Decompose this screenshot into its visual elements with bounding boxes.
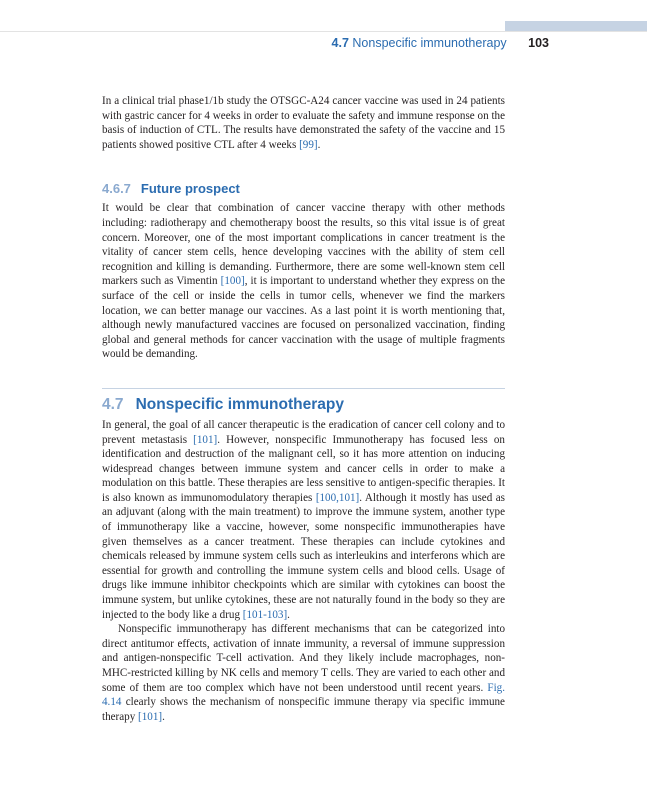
future-prospect-paragraph [102,201,505,362]
citation-link[interactable]: [99] [299,138,318,151]
para1-text-b: . However, nonspecific Immunotherapy has focused less on identification and destruction of the malignant cell, so it has more attention on inducing widespread changes between immune system and cancer cells in order to make a modulation on this battle. These therapies are less sensitive to antigen-specific therapies. It is also known as immunomodulatory therapies [102,433,505,504]
section-number: 4.7 [102,395,124,413]
header-accent-bar [505,21,647,31]
running-head-title: Nonspecific immunotherapy [352,36,507,50]
future-text-1: It would be clear that combination of cancer vaccine therapy with other methods including: radiotherapy and chemotherapy boost the results, so this vital issue is of great concern. Moreover, one of the most important complications in cancer treatment is the vitality of cancer stem cells, hence developing vaccines with the ability of stem cell recognition and killing is demanding. Furthermore, there are some well-known stem cell markers such as Vimentin [102,202,505,288]
figure-link[interactable]: Fig. 4.14 [102,681,505,709]
page-content [102,94,505,724]
citation-link[interactable]: [100,101] [315,491,360,504]
para1-text-a: In general, the goal of all cancer therapeutic is the eradication of cancer cell colony and to prevent metastasis [102,418,505,446]
nonspecific-paragraph-2 [102,622,505,724]
running-head-section-number: 4.7 [331,36,349,50]
citation-link[interactable]: [101-103] [242,608,288,621]
section-heading [102,395,505,414]
para2-text-b: clearly shows the mechanism of nonspecific immune therapy via specific immune therapy [102,696,505,723]
citation-link[interactable]: [101] [193,433,218,446]
subsection-number: 4.6.7 [102,181,131,197]
intro-paragraph [102,94,505,152]
section-title: Nonspecific immunotherapy [135,395,344,413]
para1-text-c: . Although it mostly has used as an adjuvant (along with the main treatment) to improve the immune system, another type of immunotherapy like a vaccine, however, some nonspecific immunotherapies have given themselves as a cancer treatment. These therapies can include cytokines and chemicals released by immune system cells such as interleukins and interferons which are essential for growth and controlling the immune system cells and blood cells. Usage of drugs like immune inhibitor checkpoints which are similar with cytokines can boost the immune system, but unlike cytokines, these are not naturally found in the body so they are injected to the body like a drug [102,491,505,621]
intro-end: . [317,138,321,151]
para2-text-a: Nonspecific immunotherapy has different mechanisms that can be categorized into direct antitumor effects, activation of innate immunity, a reversal of immune suppression and antigen-nonspecific T-cell activation. And they likely include macrophages, non-MHC-restricted killing by NK cells and memory T cells. They are varied to each other and some of them are too complex which have not been understood until recent years. [102,623,505,694]
section-divider [102,388,505,389]
nonspecific-paragraph-1 [102,418,505,622]
citation-link[interactable]: [100] [220,275,245,288]
subsection-heading [102,181,505,197]
running-head [0,36,549,50]
page-number: 103 [528,36,549,50]
citation-link[interactable]: [101] [138,710,163,723]
intro-text: In a clinical trial phase1/1b study the OTSGC-A24 cancer vaccine was used in 24 patients with gastric cancer for 4 weeks in order to evaluate the safety and immune response on the basis of induction of CTL. The results have demonstrated the safety of the vaccine and 15 patients showed positive CTL after 4 weeks [102,95,505,151]
para1-text-d: . [287,608,290,621]
future-text-2: , it is important to understand whether they express on the surface of the cell or inside the cells in tumor cells, whenever we find the markers location, we can better manage our vaccines. As a last point it is worth mentioning that, although newly manufactured vaccines are focused on personalized vaccination, finding global and general methods for cancer vaccination with the usage of multiple fragments would be demanding. [102,275,505,361]
header-rule [0,31,647,32]
subsection-title: Future prospect [140,181,240,197]
para2-text-c: . [162,710,165,723]
